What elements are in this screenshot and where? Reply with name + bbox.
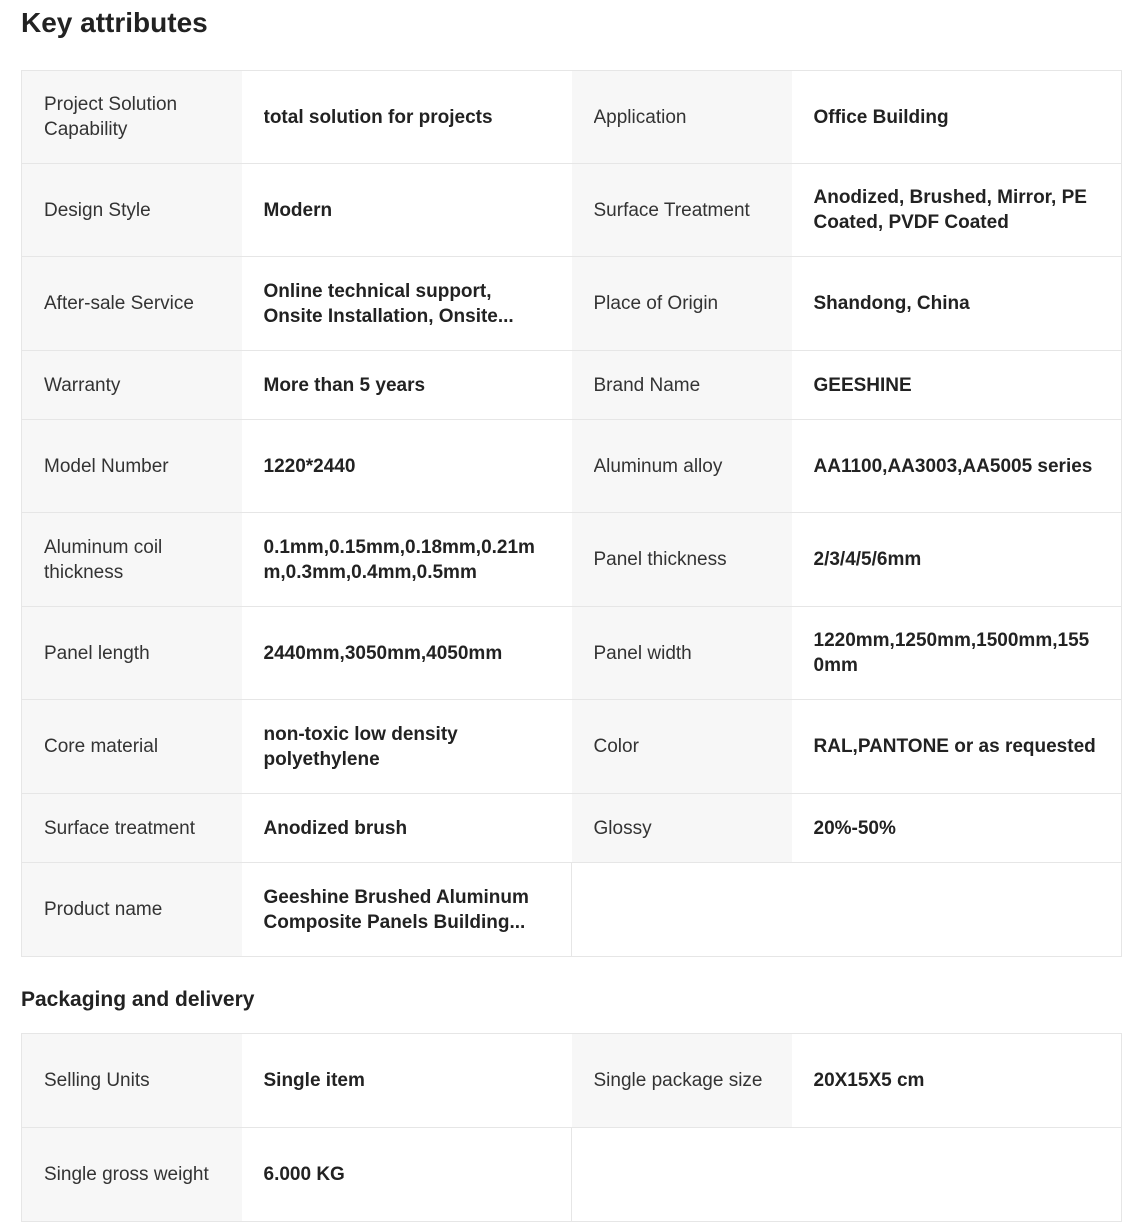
- attribute-label-text: Glossy: [593, 817, 652, 839]
- attribute-label: [22, 71, 242, 164]
- attribute-label: [572, 1034, 792, 1128]
- attribute-value-text: 2440mm,3050mm,4050mm: [263, 642, 503, 664]
- attribute-value: [242, 164, 572, 257]
- attribute-row: [22, 420, 1122, 513]
- attribute-label: [22, 1128, 242, 1222]
- attribute-label-text: Aluminum coil thickness: [44, 536, 163, 583]
- attribute-label: [22, 1034, 242, 1128]
- attribute-value-text: total solution for projects: [263, 106, 493, 128]
- attribute-row: [22, 794, 1122, 863]
- attribute-value: [792, 607, 1122, 700]
- key-attributes-title: Key attributes: [21, 7, 208, 38]
- attribute-value: [242, 420, 572, 513]
- attribute-value: [792, 700, 1122, 794]
- attribute-row: [22, 257, 1122, 351]
- attribute-value-text: RAL,PANTONE or as requested: [813, 736, 1096, 757]
- attribute-value: [792, 794, 1122, 863]
- empty-cell: [572, 1128, 1122, 1222]
- attribute-value: [792, 351, 1122, 420]
- attribute-label: [22, 164, 242, 257]
- attribute-value-text: 20%-50%: [813, 817, 896, 839]
- attribute-label: [22, 794, 242, 863]
- attribute-value-text: non-toxic low density polyethylene: [263, 723, 458, 770]
- attribute-value: [242, 700, 572, 794]
- attribute-row: [22, 71, 1122, 164]
- attribute-value-text: Anodized, Brushed, Mirror, PE Coated, PVDF Coated: [813, 187, 1087, 233]
- attribute-value-text: AA1100,AA3003,AA5005 series: [813, 455, 1093, 477]
- attribute-label: [22, 700, 242, 794]
- attribute-label-text: Model Number: [44, 455, 169, 477]
- attribute-label: [22, 607, 242, 700]
- attribute-value: [792, 1034, 1122, 1128]
- attribute-label-text: Core material: [44, 736, 159, 757]
- attribute-label: [572, 351, 792, 420]
- attribute-row: [22, 1128, 1122, 1222]
- attribute-value-text: 0.1mm,0.15mm,0.18mm,0.21mm,0.3mm,0.4mm,0.5mm: [263, 536, 535, 583]
- key-attributes-table: [21, 70, 1122, 957]
- attribute-label-text: Selling Units: [44, 1070, 150, 1091]
- attribute-value-text: Single item: [263, 1070, 365, 1091]
- packaging-table: [21, 1033, 1122, 1222]
- attribute-label-text: Application: [593, 106, 687, 128]
- attribute-value-text: More than 5 years: [263, 374, 426, 396]
- attribute-value-text: Online technical support, Onsite Installation, Onsite...: [263, 280, 514, 327]
- attribute-label-text: Project Solution Capability: [44, 94, 178, 140]
- attribute-row: [22, 607, 1122, 700]
- attribute-label-text: Warranty: [44, 374, 121, 396]
- attribute-label-text: Panel length: [44, 642, 150, 664]
- attribute-value: [242, 71, 572, 164]
- attribute-label: [572, 700, 792, 794]
- attribute-label-text: Brand Name: [593, 374, 701, 396]
- attribute-value-text: 1220mm,1250mm,1500mm,1550mm: [813, 630, 1090, 676]
- attribute-label-text: Product name: [44, 899, 163, 920]
- attribute-label: [572, 794, 792, 863]
- attribute-value-text: Geeshine Brushed Aluminum Composite Panels Building...: [263, 886, 529, 933]
- attribute-value-text: Shandong, China: [813, 293, 970, 314]
- attribute-row: [22, 863, 1122, 957]
- attribute-label: [22, 351, 242, 420]
- attribute-label-text: Panel thickness: [593, 549, 727, 570]
- attribute-row: [22, 351, 1122, 420]
- attribute-value: [792, 257, 1122, 351]
- attribute-label: [22, 513, 242, 607]
- attribute-row: [22, 700, 1122, 794]
- attribute-label: [22, 863, 242, 957]
- attribute-label-text: Place of Origin: [593, 293, 719, 314]
- attribute-label-text: Panel width: [593, 642, 692, 664]
- attribute-row: [22, 1034, 1122, 1128]
- attribute-label-text: Color: [593, 736, 639, 757]
- attribute-value: [242, 257, 572, 351]
- attribute-label: [572, 71, 792, 164]
- attribute-value: [792, 71, 1122, 164]
- packaging-title: Packaging and delivery: [21, 988, 255, 1011]
- attribute-label-text: Surface Treatment: [593, 199, 750, 221]
- attribute-value: [242, 794, 572, 863]
- attribute-value-text: Modern: [263, 199, 333, 221]
- attribute-label-text: Design Style: [44, 199, 151, 221]
- attribute-label: [572, 164, 792, 257]
- attribute-value-text: GEESHINE: [813, 374, 912, 396]
- attribute-value: [242, 863, 572, 957]
- attribute-value: [242, 513, 572, 607]
- attribute-label-text: After-sale Service: [44, 293, 194, 314]
- attribute-label: [572, 257, 792, 351]
- attribute-label: [22, 257, 242, 351]
- attribute-label-text: Single package size: [593, 1070, 763, 1091]
- empty-cell: [572, 863, 1122, 957]
- attribute-label: [572, 420, 792, 513]
- attribute-value-text: Anodized brush: [263, 817, 408, 839]
- attribute-value-text: 20X15X5 cm: [813, 1070, 925, 1091]
- attribute-value: [242, 1128, 572, 1222]
- attribute-label-text: Aluminum alloy: [593, 455, 723, 477]
- attribute-value: [792, 513, 1122, 607]
- attribute-value: [242, 607, 572, 700]
- attribute-label: [572, 513, 792, 607]
- attribute-label-text: Surface treatment: [44, 817, 196, 839]
- attribute-label: [572, 607, 792, 700]
- attribute-value: [792, 164, 1122, 257]
- attribute-value-text: 1220*2440: [263, 455, 356, 477]
- attribute-value: [792, 420, 1122, 513]
- attribute-value: [242, 351, 572, 420]
- attribute-label: [22, 420, 242, 513]
- attribute-value-text: 2/3/4/5/6mm: [813, 549, 922, 570]
- attribute-value-text: 6.000 KG: [263, 1164, 345, 1185]
- attribute-label-text: Single gross weight: [44, 1164, 209, 1185]
- attribute-row: [22, 164, 1122, 257]
- attribute-value-text: Office Building: [813, 106, 949, 128]
- attribute-value: [242, 1034, 572, 1128]
- attribute-row: [22, 513, 1122, 607]
